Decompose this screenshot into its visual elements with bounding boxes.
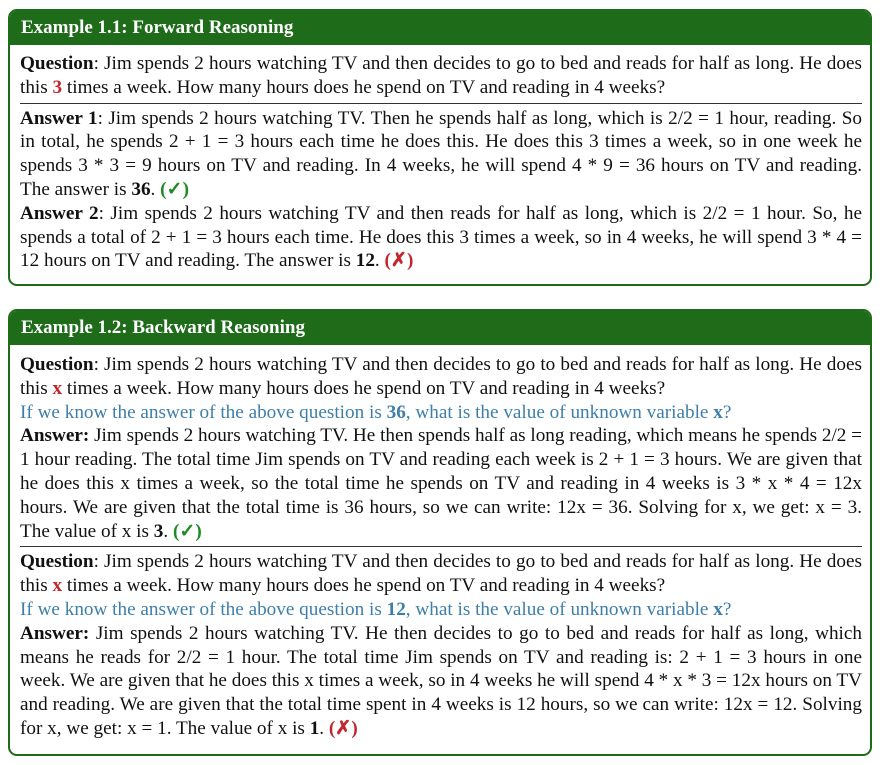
- cross-mark-icon: (✗): [384, 250, 414, 272]
- condition-value: 36: [386, 401, 406, 423]
- question-text-end: times a week. How many hours does he spend on TV and reading in 4 weeks?: [62, 76, 666, 98]
- forward-answer-1: Answer 1: Jim spends 2 hours watching TV. Then he spends half as long, which is 2/2 = 1 hour, reading. So in total, he spends 2 + 1 = 3 hours each time he does this. He does this 3 times a week, so in one week he spends 3 * 3 = 9 hours on TV and reading. In 4 weeks, he will spend 4 * 9 = 36 hours on TV and reading. The answer is 36. (✓): [20, 107, 862, 200]
- answer-result: 3: [153, 520, 164, 542]
- answer-text: Jim spends 2 hours watching TV. He then decides to go to bed and reads for half as long, which means he reads for 2/2 = 1 hour. The total time Jim spends on TV and reading is: 2 + 1 = 3 hours in one week. We are given that he does this x times a week, so in 4 weeks he will spend 4 * x * 3 = 12x hours on TV and reading. We are given that the total time spent in 4 weeks is 12 hours, so we can write: 12x = 12. Solving for x, we get: x = 1. The value of x is: [20, 622, 862, 739]
- example-forward-title: Example 1.1: Forward Reasoning: [10, 11, 870, 45]
- question-text: Jim spends 2 hours watching TV and then decides to go to bed and reads for half as long. He does this: [20, 53, 862, 98]
- backward-question-2: Question: Jim spends 2 hours watching TV and then decides to go to bed and reads for half as long. He does this x times a week. How many hours does he spend on TV and reading in 4 weeks?: [20, 551, 862, 597]
- divider: [20, 103, 862, 104]
- example-backward-box: [8, 309, 872, 756]
- forward-answer-2: Answer 2: Jim spends 2 hours watching TV and then reads for half as long, which is 2/2 = 1 hour. So, he spends a total of 2 + 1 = 3 hours each time. He does this 3 times a week, so in 4 weeks, he will spend 3 * 4 = 12 hours on TV and reading. The answer is 12. (✗): [20, 202, 862, 272]
- question-text: Jim spends 2 hours watching TV and then decides to go to bed and reads for half as long. He does this: [20, 551, 862, 597]
- answer-text: Jim spends 2 hours watching TV. He then spends half as long reading, which means he spends 2/2 = 1 hour reading. The total time Jim spends on TV and reading each week is 2 + 1 = 3 hours. We are given that he does this x times a week, so the total time he spends on TV and reading in 4 weeks is 3 * x * 4 = 12x hours. We are given that the total time is 36 hours, so we can write: 12x = 36. Solving for x, we get: x = 3. The value of x is: [20, 425, 862, 542]
- answer-1-text: Jim spends 2 hours watching TV. Then he spends half as long, which is 2/2 = 1 hour, reading. So in total, he spends 2 + 1 = 3 hours each time he does this. He does this 3 times a week, so in one week he spends 3 * 3 = 9 hours on TV and reading. In 4 weeks, he will spend 4 * 9 = 36 hours on TV and reading. The answer is: [20, 107, 862, 200]
- cross-mark-icon: (✗): [328, 717, 358, 739]
- answer-label: Answer:: [20, 425, 90, 447]
- example-forward-body: [10, 52, 870, 273]
- question-label: Question: [20, 354, 94, 375]
- condition-variable: x: [713, 598, 723, 620]
- question-text-end: times a week. How many hours does he spend on TV and reading in 4 weeks?: [62, 575, 666, 597]
- forward-question: Question: Jim spends 2 hours watching TV and then decides to go to bed and reads for half as long. He does this 3 times a week. How many hours does he spend on TV and reading in 4 weeks?: [20, 53, 862, 98]
- example-backward-title: Example 1.2: Backward Reasoning: [10, 311, 870, 345]
- backward-item-2: [20, 550, 862, 740]
- answer-2-result: 12: [355, 250, 375, 272]
- answer-2-text: Jim spends 2 hours watching TV and then reads for half as long, which is 2/2 = 1 hour. So, he spends a total of 2 + 1 = 3 hours each time. He does this 3 times a week, so in 4 weeks, he will spend 3 * 4 = 12 hours on TV and reading. The answer is: [20, 202, 862, 272]
- backward-condition-2: If we know the answer of the above question is 12, what is the value of unknown variable x?: [20, 598, 732, 620]
- answer-result: 1: [309, 717, 320, 739]
- question-variable: x: [52, 377, 63, 399]
- checkmark-icon: (✓): [172, 520, 202, 542]
- answer-1-result: 36: [131, 178, 151, 200]
- backward-answer-2: Answer: Jim spends 2 hours watching TV. He then decides to go to bed and reads for half as long, which means he reads for 2/2 = 1 hour. The total time Jim spends on TV and reading is: 2 + 1 = 3 hours in one week. We are given that he does this x times a week, so in 4 weeks he will spend 4 * x * 3 = 12x hours on TV and reading. We are given that the total time spent in 4 weeks is 12 hours, so we can write: 12x = 12. Solving for x, we get: x = 1. The value of x is 1. (✗): [20, 622, 862, 739]
- divider: [20, 546, 862, 547]
- answer-label: Answer:: [20, 622, 90, 644]
- example-backward-body: [10, 345, 870, 741]
- question-highlight-number: 3: [52, 76, 63, 98]
- backward-condition-1: If we know the answer of the above question is 36, what is the value of unknown variable x?: [20, 401, 732, 423]
- condition-variable: x: [713, 401, 723, 423]
- question-variable: x: [52, 575, 63, 597]
- condition-value: 12: [386, 598, 406, 620]
- checkmark-icon: (✓): [160, 178, 189, 200]
- backward-item-1: [20, 345, 862, 543]
- question-label: Question: [20, 53, 94, 74]
- question-text: Jim spends 2 hours watching TV and then decides to go to bed and reads for half as long. He does this: [20, 354, 862, 399]
- answer-1-label: Answer 1: [20, 107, 98, 129]
- backward-question-1: Question: Jim spends 2 hours watching TV and then decides to go to bed and reads for half as long. He does this x times a week. How many hours does he spend on TV and reading in 4 weeks?: [20, 354, 862, 399]
- backward-answer-1: Answer: Jim spends 2 hours watching TV. He then spends half as long reading, which means he spends 2/2 = 1 hour reading. The total time Jim spends on TV and reading each week is 2 + 1 = 3 hours. We are given that he does this x times a week, so the total time he spends on TV and reading in 4 weeks is 3 * x * 4 = 12x hours. We are given that the total time is 36 hours, so we can write: 12x = 36. Solving for x, we get: x = 3. The value of x is 3. (✓): [20, 425, 862, 542]
- example-forward-box: [8, 9, 872, 286]
- answer-2-label: Answer 2: [20, 202, 99, 224]
- question-label: Question: [20, 551, 94, 573]
- question-text-end: times a week. How many hours does he spend on TV and reading in 4 weeks?: [62, 377, 666, 399]
